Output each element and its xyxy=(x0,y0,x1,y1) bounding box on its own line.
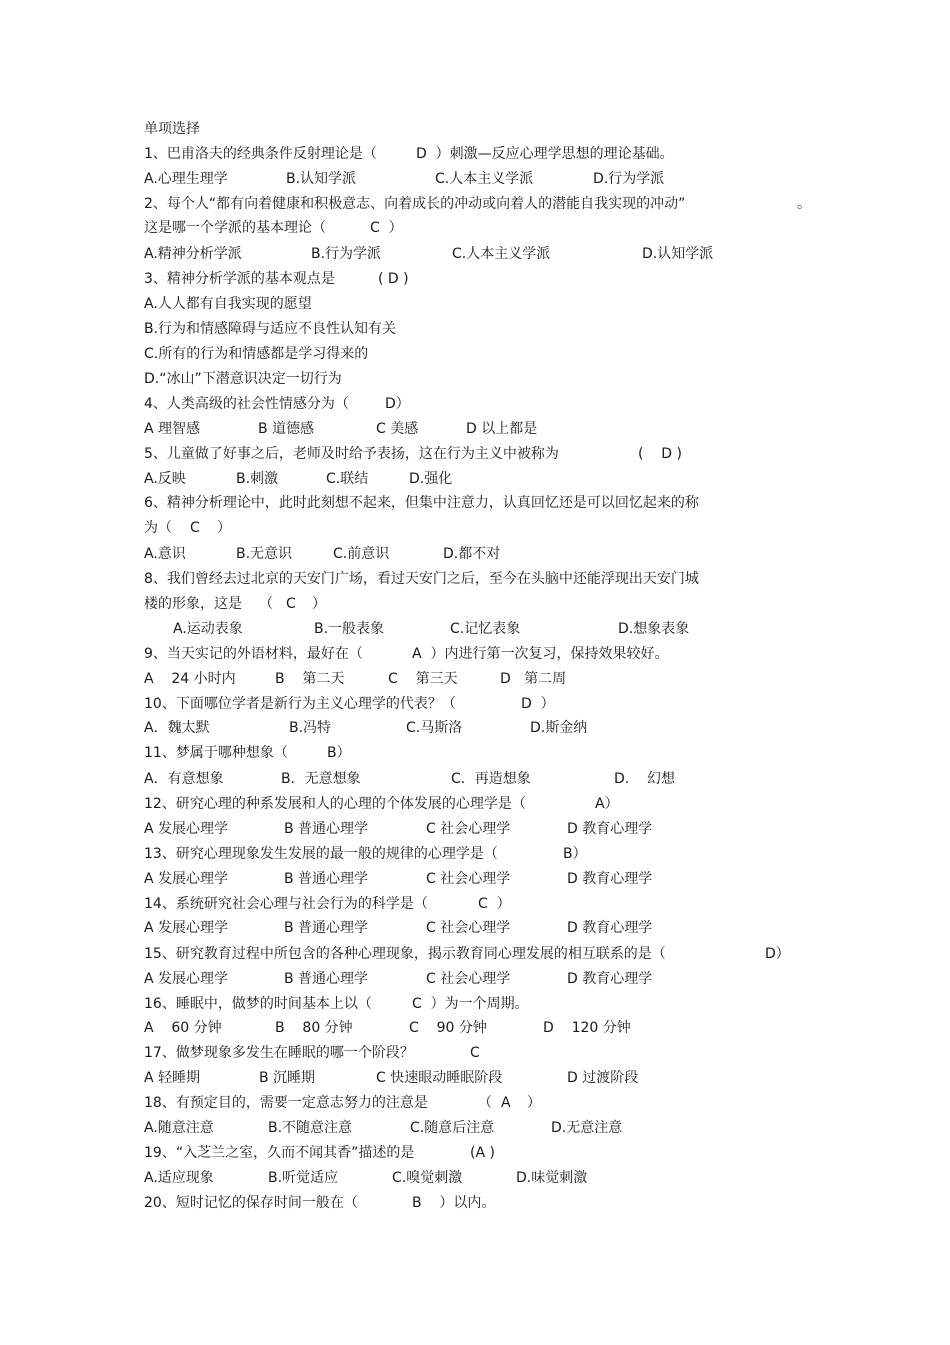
q18-options-seg-2: B.不随意注意 xyxy=(268,1120,353,1136)
section-title: 单项选择 xyxy=(144,121,200,137)
q1-stem-seg-2: D ）刺激—反应心理学思想的理论基础。 xyxy=(416,146,674,162)
q20-stem-seg-2: B ）以内。 xyxy=(412,1195,496,1211)
q14-options-seg-1: A 发展心理学 xyxy=(144,920,229,936)
q3-option-c-seg-1: C.所有的行为和情感都是学习得来的 xyxy=(144,346,369,362)
q20-stem-seg-1: 20、短时记忆的保存时间一般在（ xyxy=(144,1195,358,1211)
q13-options-seg-3: C 社会心理学 xyxy=(426,871,511,887)
q6-options-seg-1: A.意识 xyxy=(144,546,186,562)
q17-options-seg-3: C 快速眼动睡眠阶段 xyxy=(376,1070,503,1086)
q4-options-seg-3: C 美感 xyxy=(376,421,419,437)
q6-options-seg-4: D.都不对 xyxy=(443,546,501,562)
q2-options-seg-3: C.人本主义学派 xyxy=(452,246,551,262)
q9-options-seg-1: A 24 小时内 xyxy=(144,671,236,687)
q8-options-seg-3: C.记忆表象 xyxy=(450,621,521,637)
q12-options-seg-1: A 发展心理学 xyxy=(144,821,229,837)
q18-options-seg-3: C.随意后注意 xyxy=(410,1120,495,1136)
q2-stem-2-seg-1: 这是哪一个学派的基本理论（ xyxy=(144,220,326,236)
q11-options-seg-1: A．有意想象 xyxy=(144,771,224,787)
q5-options-seg-4: D.强化 xyxy=(409,471,453,487)
q11-options-seg-3: C．再造想象 xyxy=(451,771,531,787)
q10-options-seg-1: A．魏太默 xyxy=(144,720,210,736)
q13-options-seg-4: D 教育心理学 xyxy=(567,871,653,887)
q9-options-seg-3: C 第三天 xyxy=(388,671,458,687)
q16-stem-seg-2: C ）为一个周期。 xyxy=(412,996,529,1012)
q10-options-seg-3: C.马斯洛 xyxy=(406,720,463,736)
q10-stem-seg-1: 10、下面哪位学者是新行为主义心理学的代表？（ xyxy=(144,696,456,712)
q9-stem-seg-2: A ）内进行第一次复习，保持效果较好。 xyxy=(412,646,669,662)
q3-option-b-seg-1: B.行为和情感障碍与适应不良性认知有关 xyxy=(144,321,397,337)
q6-stem-2-seg-3: ） xyxy=(217,520,231,536)
q18-options-seg-1: A.随意注意 xyxy=(144,1120,214,1136)
q8-stem-2-seg-4: ） xyxy=(312,596,326,612)
q1-options-seg-1: A.心理生理学 xyxy=(144,171,228,187)
q13-options-seg-2: B 普通心理学 xyxy=(284,871,369,887)
q5-stem-seg-2: ( D ) xyxy=(638,446,682,462)
q2-stem-2-seg-2: C ） xyxy=(370,220,403,236)
q14-stem-seg-1: 14、系统研究社会心理与社会行为的科学是（ xyxy=(144,896,428,912)
q6-options-seg-2: B.无意识 xyxy=(236,546,293,562)
q4-stem-seg-1: 4、人类高级的社会性情感分为（ xyxy=(144,396,349,412)
q19-options-seg-1: A.适应现象 xyxy=(144,1170,214,1186)
q15-stem-seg-1: 15、研究教育过程中所包含的各种心理现象，揭示教育同心理发展的相互联系的是（ xyxy=(144,946,666,962)
q16-options-seg-4: D 120 分钟 xyxy=(543,1020,631,1036)
q18-stem-seg-4: ） xyxy=(527,1095,541,1111)
q17-options-seg-4: D 过渡阶段 xyxy=(567,1070,639,1086)
q16-options-seg-2: B 80 分钟 xyxy=(275,1020,353,1036)
q9-stem-seg-1: 9、当天实记的外语材料，最好在（ xyxy=(144,646,363,662)
q15-options-seg-2: B 普通心理学 xyxy=(284,971,369,987)
q18-stem-seg-3: A xyxy=(501,1095,511,1111)
q18-stem-seg-1: 18、有预定目的，需要一定意志努力的注意是 xyxy=(144,1095,428,1111)
q8-stem-2-seg-1: 楼的形象，这是 xyxy=(144,596,242,612)
q12-options-seg-3: C 社会心理学 xyxy=(426,821,511,837)
q13-stem-seg-1: 13、研究心理现象发生发展的最一般的规律的心理学是（ xyxy=(144,846,498,862)
q1-options-seg-4: D.行为学派 xyxy=(593,171,665,187)
q17-stem-seg-2: C xyxy=(470,1045,480,1061)
q16-options-seg-1: A 60 分钟 xyxy=(144,1020,222,1036)
q11-stem-seg-2: B） xyxy=(327,745,351,761)
q3-option-a-seg-1: A.人人都有自我实现的愿望 xyxy=(144,296,312,312)
q3-stem-seg-2: ( D ) xyxy=(378,271,409,287)
q10-stem-seg-2: D ） xyxy=(521,696,555,712)
q4-options-seg-2: B 道德感 xyxy=(258,421,315,437)
q13-options-seg-1: A 发展心理学 xyxy=(144,871,229,887)
q6-stem-2-seg-1: 为（ xyxy=(144,520,172,536)
q14-options-seg-4: D 教育心理学 xyxy=(567,920,653,936)
q16-options-seg-3: C 90 分钟 xyxy=(409,1020,487,1036)
q5-stem-seg-1: 5、儿童做了好事之后，老师及时给予表扬，这在行为主义中被称为 xyxy=(144,446,559,462)
q2-stem-seg-2: 。 xyxy=(797,196,811,212)
q3-stem-seg-1: 3、精神分析学派的基本观点是 xyxy=(144,271,335,287)
q19-stem-seg-1: 19、“入芝兰之室，久而不闻其香”描述的是 xyxy=(144,1145,415,1161)
q2-options-seg-4: D.认知学派 xyxy=(642,246,714,262)
q15-stem-seg-2: D） xyxy=(765,946,790,962)
q6-stem-2-seg-2: C xyxy=(190,520,200,536)
q12-stem-seg-2: A） xyxy=(595,796,619,812)
q17-options-seg-2: B 沉睡期 xyxy=(259,1070,316,1086)
q14-options-seg-2: B 普通心理学 xyxy=(284,920,369,936)
q14-stem-seg-2: C ） xyxy=(478,896,511,912)
q16-stem-seg-1: 16、睡眠中，做梦的时间基本上以（ xyxy=(144,996,372,1012)
q8-options-seg-4: D.想象表象 xyxy=(618,621,690,637)
q19-options-seg-2: B.听觉适应 xyxy=(268,1170,339,1186)
q17-stem-seg-1: 17、做梦现象多发生在睡眠的哪一个阶段？ xyxy=(144,1045,414,1061)
q15-options-seg-1: A 发展心理学 xyxy=(144,971,229,987)
q15-options-seg-3: C 社会心理学 xyxy=(426,971,511,987)
q8-stem-2-seg-2: （ xyxy=(259,596,273,612)
q11-options-seg-2: B．无意想象 xyxy=(281,771,361,787)
q3-option-d-seg-1: D.“冰山”下潜意识决定一切行为 xyxy=(144,371,342,387)
q5-options-seg-3: C.联结 xyxy=(326,471,369,487)
q18-options-seg-4: D.无意注意 xyxy=(551,1120,623,1136)
q10-options-seg-4: D.斯金纳 xyxy=(530,720,588,736)
q9-options-seg-4: D 第二周 xyxy=(500,671,567,687)
q2-options-seg-2: B.行为学派 xyxy=(311,246,382,262)
q8-stem-2-seg-3: C xyxy=(286,596,296,612)
q4-options-seg-1: A 理智感 xyxy=(144,421,201,437)
q12-options-seg-2: B 普通心理学 xyxy=(284,821,369,837)
q12-stem-seg-1: 12、研究心理的种系发展和人的心理的个体发展的心理学是（ xyxy=(144,796,526,812)
q9-options-seg-2: B 第二天 xyxy=(275,671,345,687)
q8-options-seg-2: B.一般表象 xyxy=(314,621,385,637)
q11-stem-seg-1: 11、梦属于哪种想象（ xyxy=(144,745,288,761)
q15-options-seg-4: D 教育心理学 xyxy=(567,971,653,987)
q1-options-seg-3: C.人本主义学派 xyxy=(435,171,534,187)
q5-options-seg-1: A.反映 xyxy=(144,471,186,487)
q5-options-seg-2: B.刺激 xyxy=(236,471,279,487)
q17-options-seg-1: A 轻睡期 xyxy=(144,1070,201,1086)
q4-options-seg-4: D 以上都是 xyxy=(466,421,538,437)
q2-stem-seg-1: 2、每个人“都有向着健康和积极意志、向着成长的冲动或向着人的潜能自我实现的冲动” xyxy=(144,196,686,212)
q19-options-seg-3: C.嗅觉刺激 xyxy=(392,1170,463,1186)
q13-stem-seg-2: B） xyxy=(563,846,587,862)
q12-options-seg-4: D 教育心理学 xyxy=(567,821,653,837)
q18-stem-seg-2: （ xyxy=(478,1095,492,1111)
q6-options-seg-3: C.前意识 xyxy=(333,546,390,562)
q1-options-seg-2: B.认知学派 xyxy=(286,171,357,187)
q4-stem-seg-2: D） xyxy=(385,396,410,412)
q2-options-seg-1: A.精神分析学派 xyxy=(144,246,242,262)
q8-options-seg-1: A.运动表象 xyxy=(173,621,243,637)
q19-options-seg-4: D.味觉刺激 xyxy=(516,1170,588,1186)
q8-stem-seg-1: 8、我们曾经去过北京的天安门广场，看过天安门之后，至今在头脑中还能浮现出天安门城 xyxy=(144,571,699,587)
q1-stem-seg-1: 1、巴甫洛夫的经典条件反射理论是（ xyxy=(144,146,377,162)
q10-options-seg-2: B.冯特 xyxy=(289,720,332,736)
q6-stem-seg-1: 6、精神分析理论中，此时此刻想不起来，但集中注意力，认真回忆还是可以回忆起来的称 xyxy=(144,495,699,511)
q14-options-seg-3: C 社会心理学 xyxy=(426,920,511,936)
q11-options-seg-4: D. 幻想 xyxy=(614,771,676,787)
q19-stem-seg-2: (A ) xyxy=(470,1145,495,1161)
